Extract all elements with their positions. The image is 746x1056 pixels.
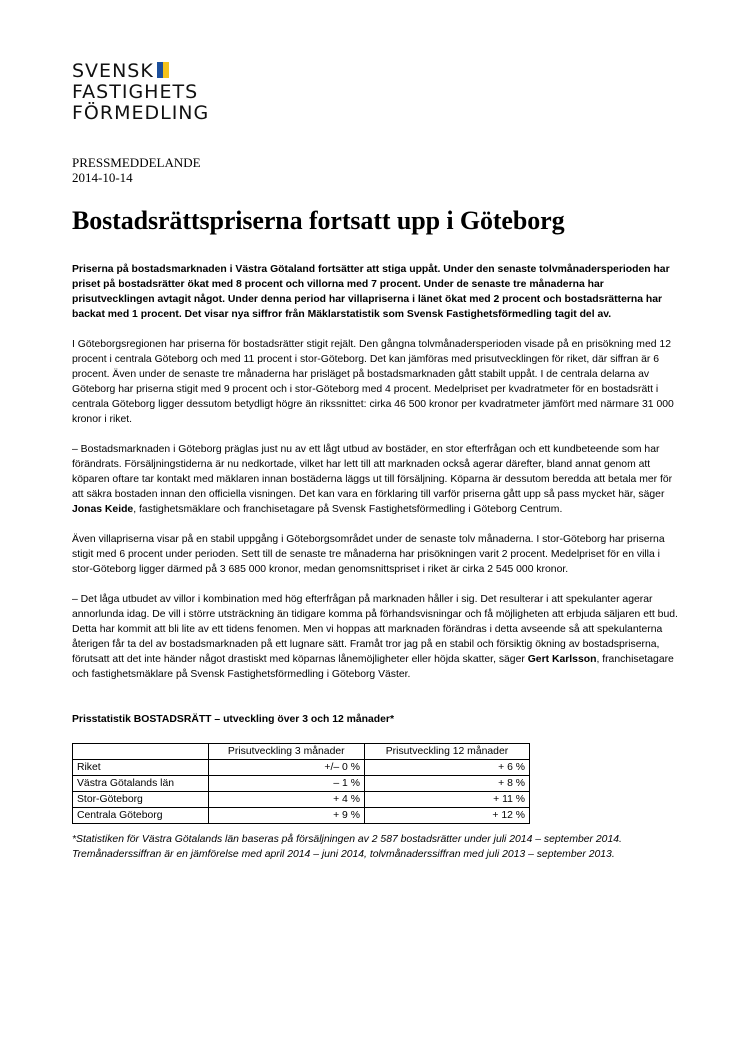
value-3m-cell: +/– 0 %	[208, 760, 364, 776]
table-row	[73, 808, 530, 824]
region-cell: Stor-Göteborg	[73, 792, 209, 808]
region-cell: Västra Götalands län	[73, 776, 209, 792]
value-12m-cell: + 6 %	[364, 760, 529, 776]
value-3m-cell: + 4 %	[208, 792, 364, 808]
value-12m-cell: + 12 %	[364, 808, 529, 824]
table-row	[73, 792, 530, 808]
paragraph-2: – Bostadsmarknaden i Göteborg präglas just nu av ett lågt utbud av bostäder, en stor efterfrågan och ett kundbeteende som har förändrats. Försäljningstiderna är nu nedkortade, vilket har lett till att marknaden också agerar därefter, bland annat genom att köparen oftare tar kontakt med mäklaren innan bostäderna läggs ut till försäljning. Köparna är dessutom beredda att betala mer för att säkra bostaden innan den officiella visningen. Det kan vara en förklaring till varför priserna gått upp så pass mycket här, säger Jonas Keide, fastighetsmäklare och franchisetagare på Svensk Fastighetsförmedling i Göteborg Centrum.	[72, 444, 673, 515]
table-header-row	[73, 744, 530, 760]
logo-line-3: FÖRMEDLING	[72, 102, 210, 124]
footnote: *Statistiken för Västra Götalands län baseras på försäljningen av 2 587 bostadsrätter under juli 2014 – september 2014. Tremånaderssiffran är en jämförelse med april 2014 – juni 2014, tolvmånaderssiffran med juli 2013 – september 2013.	[72, 834, 622, 860]
table-header-cell: Prisutveckling 3 månader	[208, 744, 364, 760]
swedish-flag-icon	[157, 62, 169, 78]
region-cell: Riket	[73, 760, 209, 776]
company-logo	[72, 61, 209, 124]
table-header-cell: Prisutveckling 12 månader	[364, 744, 529, 760]
value-12m-cell: + 11 %	[364, 792, 529, 808]
paragraph-1: I Göteborgsregionen har priserna för bostadsrätter stigit rejält. Den gångna tolvmånadersperioden visade på en prisökning med 12 procent i centrala Göteborg och med 11 procent i stor-Göteborg. Det kan jämföras med prisutvecklingen för riket, där siffran är 6 procent. Även under de senaste tre månaderna har prisläget på bostadsmarknaden gått stabilt uppåt. I de centrala delarna av Göteborg har priserna stigit med 9 procent och i stor-Göteborg med 4 procent. Medelpriset per kvadratmeter för en bostadsrätt i centrala Göteborg ligger dessutom betydligt högre än rikssnittet: cirka 46 500 kronor per kvadratmeter jämfört med närmare 31 000 kronor i riket.	[72, 339, 674, 425]
lead-paragraph: Priserna på bostadsmarknaden i Västra Götaland fortsätter att stiga uppåt. Under den senaste tolvmånadersperioden har priset på bostadsrätter ökat med 8 procent och villorna med 7 procent. Under de senaste tre månaderna har prisutvecklingen avtagit något. Under denna period har villapriserna i länet ökat med 2 procent och bostadsrätterna har backat med 1 procent. Det visar nya siffror från Mäklarstatistik som Svensk Fastighetsförmedling tagit del av.	[72, 264, 670, 320]
press-meta	[72, 155, 201, 185]
paragraph-3: Även villapriserna visar på en stabil uppgång i Göteborgsområdet under de senaste tolv månaderna. I stor-Göteborg har priserna stigit med 6 procent under perioden. Sett till de senaste tre månaderna har prisökningen varit 2 procent. Medelpriset för en villa i stor-Göteborg ligger därmed på 3 685 000 kronor, medan genomsnittspriset i riket är cirka 2 545 000 kronor.	[72, 534, 665, 575]
quote-name-jonas: Jonas Keide	[72, 504, 134, 515]
doc-date: 2014-10-14	[72, 170, 133, 185]
value-12m-cell: + 8 %	[364, 776, 529, 792]
value-3m-cell: + 9 %	[208, 808, 364, 824]
logo-line-2: FASTIGHETS	[72, 81, 199, 103]
paragraph-4: – Det låga utbudet av villor i kombination med hög efterfrågan på marknaden håller i sig. Det resulterar i att spekulanter agerar annorlunda idag. De vill i större utsträckning än tidigare komma på förhandsvisningar och få möjligheten att erbjuda säljaren ett bud. Detta har kommit att bli lite av ett tidens fenomen. Men vi hoppas att marknaden förändras i detta avseende så att spekulanterna återigen får ta del av bostadsmarknaden på ett lugnare sätt. Framåt tror jag på en stabil och försiktig ökning av bostadspriserna, förutsatt att det inte händer något drastiskt med köparnas lånemöjligheter eller höjda skatter, säger Gert Karlsson, franchisetagare och fastighetsmäklare på Svensk Fastighetsförmedling i Göteborg Väster.	[72, 594, 678, 680]
page-title: Bostadsrättspriserna fortsatt upp i Göteborg	[72, 206, 565, 235]
doc-type: PRESSMEDDELANDE	[72, 155, 201, 170]
quote-name-gert: Gert Karlsson	[527, 654, 597, 665]
table-row	[73, 776, 530, 792]
article-body	[72, 262, 678, 877]
region-cell: Centrala Göteborg	[73, 808, 209, 824]
table-header-cell	[73, 744, 209, 760]
logo-line-1: SVENSK	[72, 60, 154, 82]
table-row	[73, 760, 530, 776]
stats-table	[72, 743, 530, 824]
stats-title: Prisstatistik BOSTADSRÄTT – utveckling över 3 och 12 månader*	[72, 714, 395, 725]
value-3m-cell: – 1 %	[208, 776, 364, 792]
